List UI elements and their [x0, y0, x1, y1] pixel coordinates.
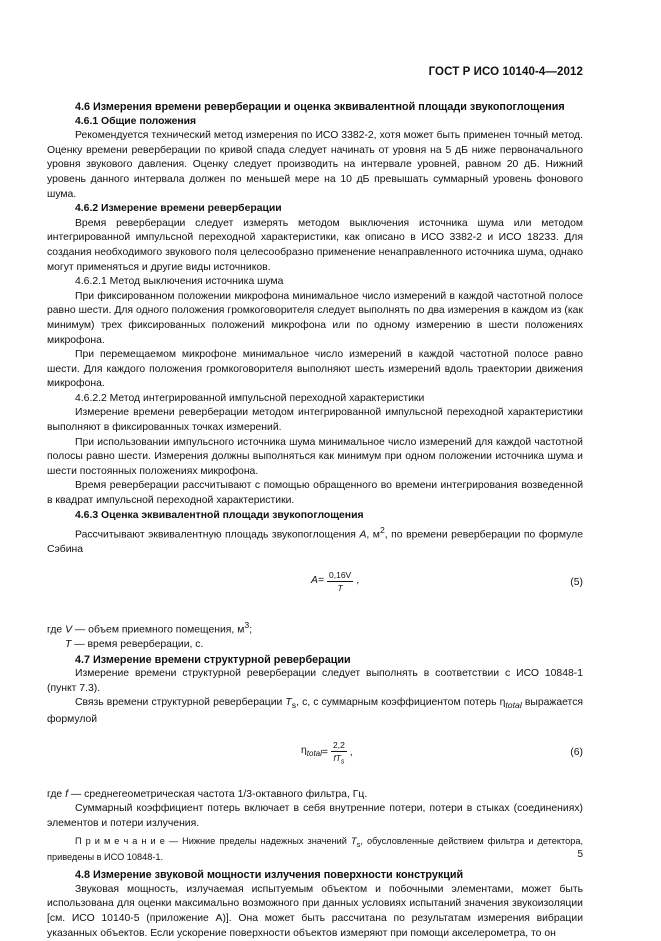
paragraph: Звуковая мощность, излучаемая испытуемым объектом и побочными элементами, может быть использована для оценки максимально возможного при данных условиях испытаний значения звукоизоляции [см. ИСО 10140-5 (приложение А)]. Она может быть рассчитана по результатам измерения вибрации указанных объектов. Если ускорение поверхности объектов измеряют при помощи акселерометра, то он [47, 883, 583, 939]
formula-fraction: $\frac{2,2}{fT_s}$ [332, 739, 345, 766]
formula-6: $\eta_{total}$ = $\frac{2,2}{fT_s}$ , (6) [301, 739, 583, 766]
section-4-8-heading: 4.8 Измерение звуковой мощности излучения поверхности конструкций [75, 869, 464, 882]
section-4-6-2-2-heading: 4.6.2.2 Метод интегрированной импульсной переходной характеристики [75, 392, 425, 404]
definition-f: где f — среднегеометрическая частота 1/3-октавного фильтра, Гц. [47, 788, 368, 800]
section-4-6-2-1-heading: 4.6.2.1 Метод выключения источника шума [75, 276, 284, 288]
section-4-7-heading: 4.7 Измерение времени структурной реверберации [75, 653, 351, 666]
document-body [47, 100, 583, 941]
paragraph: При перемещаемом микрофоне минимальное число измерений в каждой частотной полосе равно шести. Для каждого положения громкоговорителя выполняют шесть измерений вдоль траектории движения микрофона. [47, 349, 583, 390]
definition-t: T — время реверберации, с. [65, 638, 204, 650]
section-4-6-heading: 4.6 Измерения времени реверберации и оценка эквивалентной площади звукопоглощения [75, 101, 565, 113]
paragraph: Время реверберации рассчитывают с помощью обращенного во времени интегрирования возведенной в квадрат импульсной переходной характеристики. [47, 480, 583, 507]
section-4-6-2-heading: 4.6.2 Измерение времени реверберации [75, 203, 282, 215]
definition-v: где V — объем приемного помещения, $м^3$; [47, 619, 253, 636]
document-code-header: ГОСТ Р ИСО 10140-4—2012 [428, 66, 583, 78]
paragraph: Суммарный коэффициент потерь включает в себя внутренние потери, потери в стыках (соединениях) элементов и потери излучения. [47, 803, 583, 829]
formula-5: A = $\frac{0,16V}{T}$ , (5) [311, 569, 583, 593]
paragraph: Время реверберации следует измерять методом выключения источника шума или методом интегрированной импульсной переходной характеристики, как описано в ИСО 3382-2 и ИСО 18233. Для создания необходимого звукового поля целесообразно применение ненаправленного источника шума, однако могут применяться и другие виды источников. [47, 217, 583, 273]
paragraph-structural: Связь времени структурной реверберации $T_s$, с, с суммарным коэффициентом потерь $\eta_{total}$ выражается формулой [47, 697, 584, 725]
formula-number: (6) [570, 746, 583, 758]
note: П р и м е ч а н и е — Нижние пределы надежных значений $T_s$, обусловленные действием фильтра и детектора, приведены в ИСО 10848-1. [47, 836, 583, 863]
section-4-6-3-heading: 4.6.3 Оценка эквивалентной площади звукопоглощения [75, 509, 364, 521]
paragraph: Рекомендуется технический метод измерения по ИСО 3382-2, хотя может быть применен точный метод. Оценку времени реверберации по кривой спада следует начинать от уровня на 5 дБ ниже первоначального уровня звукового давления. Оценку следует производить на интервале уровней, равном 20 дБ. Нижний уровень данного интервала должен по меньшей мере на 10 дБ превышать суммарный уровень фонового шума. [47, 130, 583, 200]
paragraph: Измерение времени структурной реверберации следует выполнять в соответствии с ИСО 10848-1 (пункт 7.3). [47, 668, 583, 694]
paragraph: При фиксированном положении микрофона минимальное число измерений в каждой частотной полосе равно шести. Для одного положения громкоговорителя следует выполнять по два измерения в каждом из (как минимум) трех фиксированных положений микрофона или по одному измерению в шести положениях микрофона. [47, 290, 583, 346]
paragraph: Измерение времени реверберации методом интегрированной импульсной переходной характеристики выполняют в фиксированных точках измерений. [47, 407, 583, 434]
formula-number: (5) [570, 576, 583, 588]
paragraph-sabine: Рассчитывают эквивалентную площадь звукопоглощения A, $м^2$, по времени реверберации по формуле Сэбина [47, 525, 583, 556]
page-number: 5 [577, 849, 583, 860]
section-4-6-1-heading: 4.6.1 Общие положения [75, 115, 197, 127]
paragraph: При использовании импульсного источника шума минимальное число измерений для каждой частотной полосы равно шести. Измерения должны выполняться как минимум при одном положении источника шума и шести постоянных положениях микрофона. [47, 436, 583, 477]
formula-fraction: $\frac{0,16V}{T}$ [329, 569, 352, 593]
formula-lhs: A [311, 575, 318, 587]
formula-lhs: $\eta_{total}$ [301, 745, 322, 759]
